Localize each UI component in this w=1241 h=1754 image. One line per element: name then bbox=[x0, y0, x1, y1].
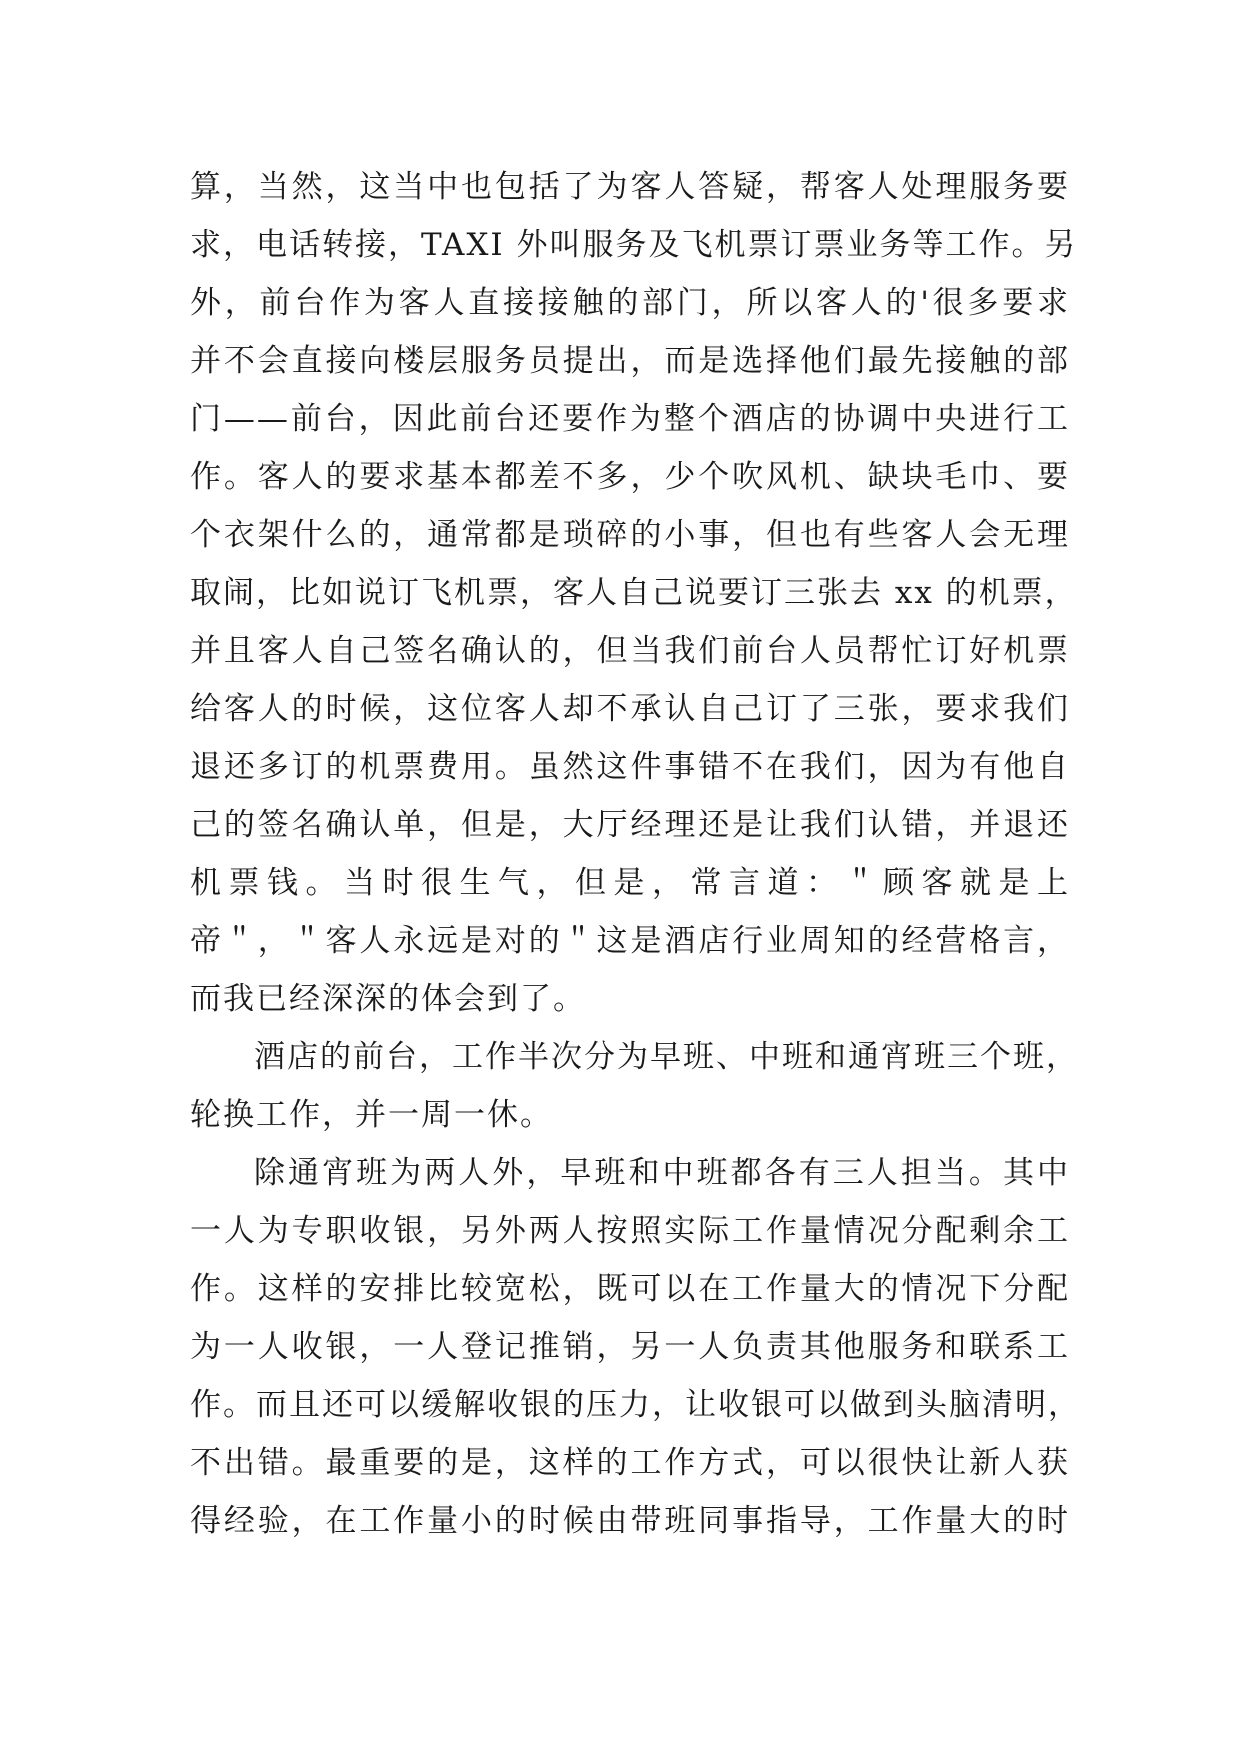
text-line: 己的签名确认单，但是，大厅经理还是让我们认错，并退还 bbox=[190, 807, 1070, 843]
text-line: 作。客人的要求基本都差不多，少个吹风机、缺块毛巾、要 bbox=[190, 459, 1070, 495]
text-line: 而我已经深深的体会到了。 bbox=[190, 981, 586, 1017]
text-line: 门——前台，因此前台还要作为整个酒店的协调中央进行工 bbox=[190, 401, 1070, 437]
text-line: 个衣架什么的，通常都是琐碎的小事，但也有些客人会无理 bbox=[190, 517, 1070, 553]
text-line: 并不会直接向楼层服务员提出，而是选择他们最先接触的部 bbox=[190, 343, 1070, 379]
text-line: 并且客人自己签名确认的，但当我们前台人员帮忙订好机票 bbox=[190, 633, 1070, 669]
text-line: 一人为专职收银，另外两人按照实际工作量情况分配剩余工 bbox=[190, 1213, 1070, 1249]
text-line: 作。这样的安排比较宽松，既可以在工作量大的情况下分配 bbox=[190, 1271, 1070, 1307]
text-line: 算，当然，这当中也包括了为客人答疑，帮客人处理服务要 bbox=[190, 169, 1070, 205]
text-line: 作。而且还可以缓解收银的压力，让收银可以做到头脑清明， bbox=[190, 1387, 1081, 1423]
text-line: 给客人的时候，这位客人却不承认自己订了三张，要求我们 bbox=[190, 691, 1070, 727]
text-line: 得经验，在工作量小的时候由带班同事指导，工作量大的时 bbox=[190, 1503, 1070, 1539]
text-line: 不出错。最重要的是，这样的工作方式，可以很快让新人获 bbox=[190, 1445, 1070, 1481]
text-line: 机票钱。当时很生气，但是，常言道：＂顾客就是上 bbox=[190, 865, 1070, 901]
text-line: 帝＂，＂客人永远是对的＂这是酒店行业周知的经营格言， bbox=[190, 923, 1070, 959]
paragraph-first-line: 酒店的前台，工作半次分为早班、中班和通宵班三个班， bbox=[254, 1039, 1079, 1075]
text-line: 求，电话转接，TAXI 外叫服务及飞机票订票业务等工作。另 bbox=[190, 227, 1078, 263]
text-line: 取闹，比如说订飞机票，客人自己说要订三张去 xx 的机票， bbox=[190, 575, 1078, 611]
document-body bbox=[190, 158, 1081, 1550]
text-line: 退还多订的机票费用。虽然这件事错不在我们，因为有他自 bbox=[190, 749, 1070, 785]
text-line: 外，前台作为客人直接接触的部门，所以客人的'很多要求 bbox=[190, 285, 1070, 321]
text-line: 轮换工作，并一周一休。 bbox=[190, 1097, 553, 1133]
text-line: 为一人收银，一人登记推销，另一人负责其他服务和联系工 bbox=[190, 1329, 1070, 1365]
paragraph-first-line: 除通宵班为两人外，早班和中班都各有三人担当。其中 bbox=[254, 1155, 1070, 1191]
